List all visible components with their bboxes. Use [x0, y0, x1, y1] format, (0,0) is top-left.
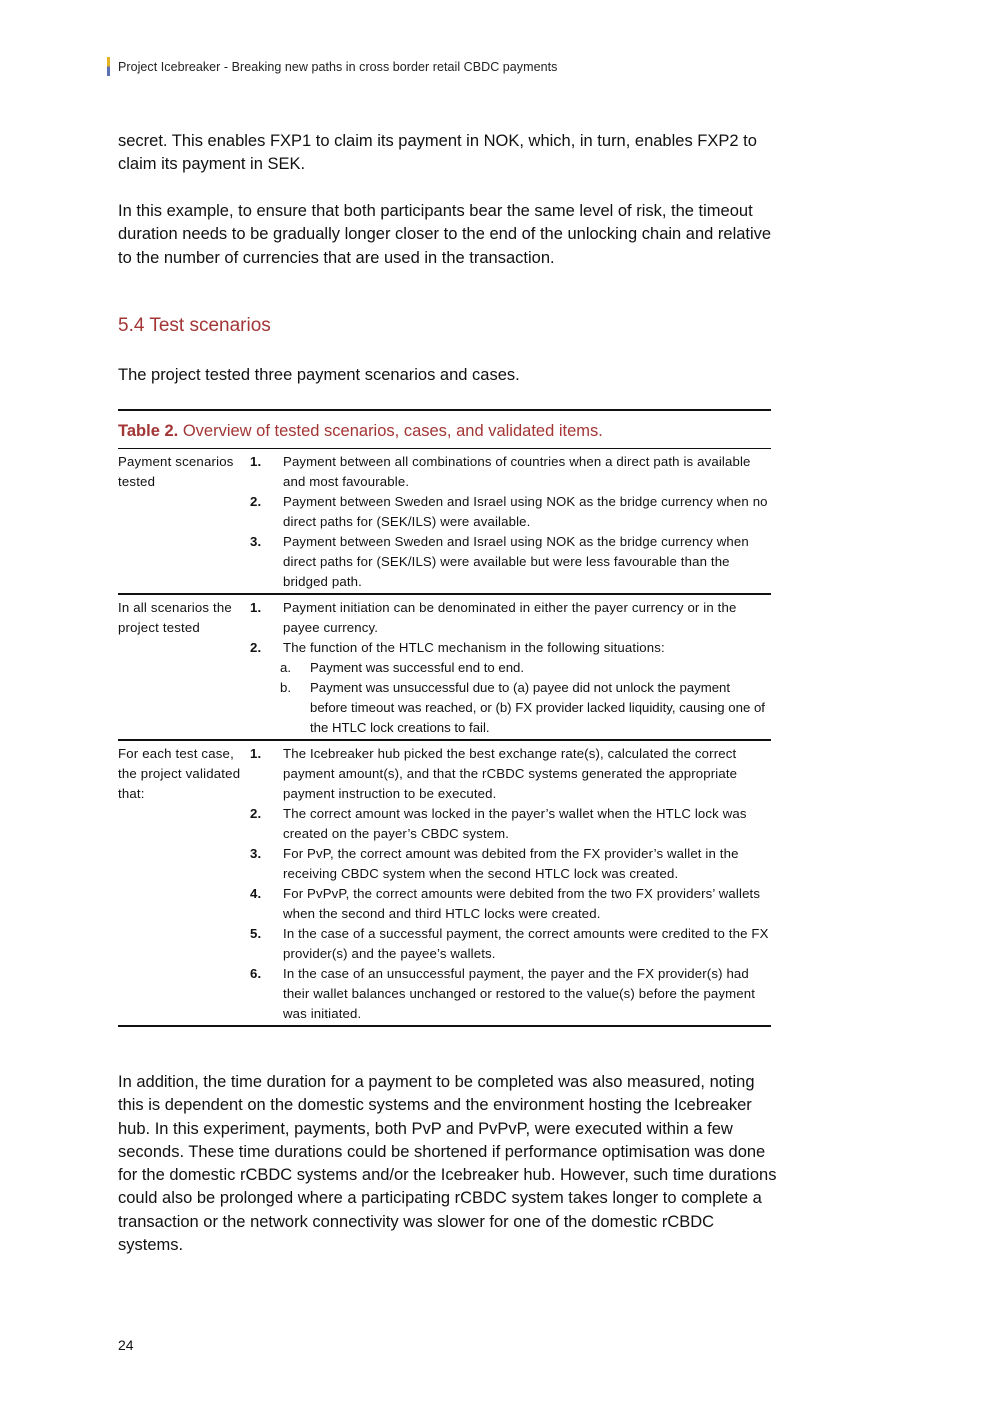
item-number: 2. [250, 806, 262, 821]
item-text: The function of the HTLC mechanism in the following situations: [283, 640, 665, 655]
item-text: Payment between Sweden and Israel using NOK as the bridge currency when no direct paths for (SEK/ILS) were available. [283, 494, 768, 529]
item-number: 1. [250, 454, 262, 469]
item-text: In the case of an unsuccessful payment, the payer and the FX provider(s) had their wallet balances unchanged or restored to the value(s) before the payment was initiated. [283, 966, 756, 1021]
sub-list-item [250, 678, 771, 738]
table-row [118, 595, 771, 741]
table-caption [118, 411, 771, 449]
row-item-list [250, 452, 771, 592]
item-number: 6. [250, 966, 262, 981]
item-number: 4. [250, 886, 262, 901]
list-item [250, 884, 771, 924]
item-text: Payment between all combinations of countries when a direct path is available and most favourable. [283, 454, 751, 489]
paragraph-intro-scenarios: The project tested three payment scenarios and cases. [118, 366, 520, 384]
section-heading: 5.4 Test scenarios [118, 315, 271, 336]
item-number: 2. [250, 494, 262, 509]
list-item [250, 844, 771, 884]
sub-item-list [250, 658, 771, 738]
table-row [118, 741, 771, 1027]
row-label: For each test case, the project validated that: [118, 746, 241, 801]
sub-item-letter: a. [280, 660, 291, 675]
item-number: 2. [250, 640, 262, 655]
item-text: Payment between Sweden and Israel using NOK as the bridge currency when direct paths for (SEK/ILS) were available but were less favourable than the bridged path. [283, 534, 749, 589]
list-item [250, 924, 771, 964]
sub-item-text: Payment was successful end to end. [310, 660, 525, 675]
paragraph-time-duration: In addition, the time duration for a payment to be completed was also measured, noting this is dependent on the domestic systems and the environment hosting the Icebreaker hub. In this experiment, payments, both PvP and PvPvP, were executed within a few seconds. These time durations could be shortened if performance optimisation was done for the domestic rCBDC systems and/or the Icebreaker hub. However, such time durations could also be prolonged where a participating rCBDC system takes longer to complete a transaction or the network connectivity was slower for one of the domestic rCBDC systems. [118, 1073, 777, 1255]
item-number: 1. [250, 746, 262, 761]
row-label: In all scenarios the project tested [118, 600, 232, 635]
item-number: 1. [250, 600, 262, 615]
sub-list-container [250, 658, 771, 738]
item-text: The correct amount was locked in the payer’s wallet when the HTLC lock was created on the payer’s CBDC system. [283, 806, 747, 841]
item-text: For PvPvP, the correct amounts were debited from the two FX providers’ wallets when the second and third HTLC locks were created. [283, 886, 761, 921]
list-item [250, 492, 771, 532]
running-title: Project Icebreaker - Breaking new paths in cross border retail CBDC payments [118, 59, 558, 74]
list-item [250, 598, 771, 638]
item-number: 3. [250, 534, 262, 549]
paragraph-timeout-duration: In this example, to ensure that both participants bear the same level of risk, the timeout duration needs to be gradually longer closer to the end of the unlocking chain and relative to the number of currencies that are used in the transaction. [118, 202, 772, 267]
item-text: For PvP, the correct amount was debited from the FX provider’s wallet in the receiving CBDC system when the second HTLC lock was created. [283, 846, 739, 881]
item-text: In the case of a successful payment, the correct amounts were credited to the FX provider(s) and the payee’s wallets. [283, 926, 769, 961]
sub-item-letter: b. [280, 680, 291, 695]
table-row [118, 449, 771, 595]
list-item [250, 452, 771, 492]
list-item [250, 804, 771, 844]
page-number: 24 [118, 1337, 134, 1353]
item-text: The Icebreaker hub picked the best exchange rate(s), calculated the correct payment amount(s), and that the rCBDC systems generated the appropriate payment instruction to be executed. [283, 746, 738, 801]
item-number: 5. [250, 926, 262, 941]
sub-list-item [250, 658, 771, 678]
sub-item-text: Payment was unsuccessful due to (a) payee did not unlock the payment before timeout was reached, or (b) FX provider lacked liquidity, causing one of the HTLC lock creations to fail. [310, 680, 765, 735]
item-number: 3. [250, 846, 262, 861]
list-item [250, 964, 771, 1024]
item-text: Payment initiation can be denominated in either the payer currency or in the payee currency. [283, 600, 737, 635]
list-item [250, 532, 771, 592]
header-accent-bar [107, 57, 110, 76]
table-caption-label: Table 2. [118, 422, 179, 440]
table-caption-text: Overview of tested scenarios, cases, and validated items. [182, 422, 603, 440]
row-label: Payment scenarios tested [118, 454, 234, 489]
list-item [250, 638, 771, 658]
paragraph-secret-claim: secret. This enables FXP1 to claim its payment in NOK, which, in turn, enables FXP2 to claim its payment in SEK. [118, 132, 757, 174]
scenarios-table [118, 409, 771, 1027]
list-item [250, 744, 771, 804]
row-item-list [250, 598, 771, 738]
row-item-list [250, 744, 771, 1024]
running-header [107, 57, 557, 76]
